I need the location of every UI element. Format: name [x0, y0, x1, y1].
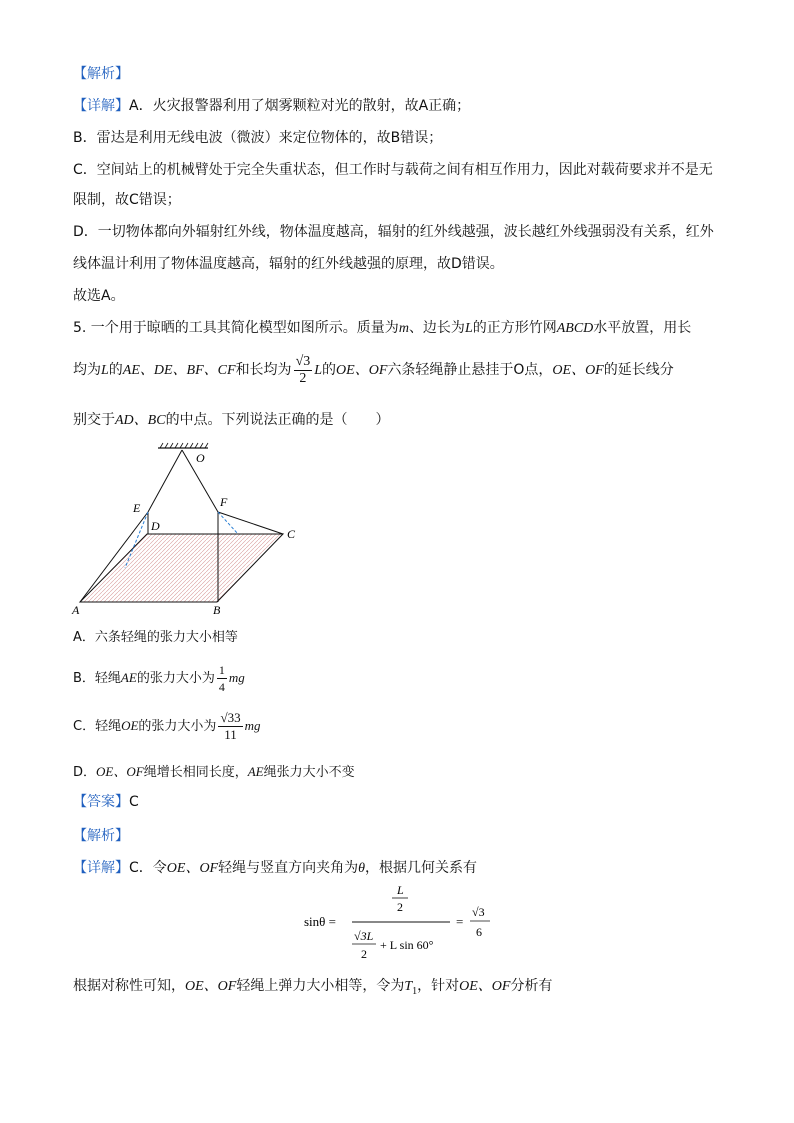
question-5-line-3 — [73, 410, 390, 431]
detail-line-a — [73, 96, 470, 116]
rhs-den: 6 — [476, 925, 482, 939]
answer-value: C — [129, 794, 139, 810]
rhs-num: √3 — [472, 905, 485, 919]
top-den: 2 — [397, 900, 403, 914]
length-symbol: L — [464, 321, 473, 336]
choose-line: 故选A。 — [73, 288, 125, 304]
option-d-explanation-1: D．一切物体都向外辐射红外线，物体温度越高，辐射的红外线越强，波长越红外线强弱没有关系，红外 — [73, 224, 714, 240]
q5-text: 别交于 — [73, 412, 115, 428]
q5-text: 均为 — [73, 362, 101, 378]
detail-line-c: 【详解】C．令OE、OF轻绳与竖直方向夹角为θ，根据几何关系有 — [73, 860, 477, 876]
option-b: B．轻绳AE的张力大小为 $\frac{1}{4}$ mg — [73, 663, 245, 694]
formula-lhs: sinθ = — [304, 914, 336, 929]
answer-tag: 【答案】 — [73, 794, 129, 810]
q5-text: 的正方形竹网 — [472, 320, 557, 336]
option-d-explanation-2: 线体温计利用了物体温度越高，辐射的红外线越强的原理，故D错误。 — [73, 256, 504, 272]
label-a: A — [72, 603, 80, 617]
length-symbol: L — [101, 363, 109, 378]
length-symbol: L — [314, 363, 323, 378]
mass-symbol: m — [398, 321, 409, 336]
q5-text: 六条轻绳静止悬挂于O点， — [387, 362, 553, 378]
rope-names: AE、DE、BF、CF — [122, 363, 236, 378]
square-net — [80, 534, 283, 602]
sqrt33-over-11-fraction: $\frac{√33}{11}$ — [220, 710, 241, 742]
tension-symbol: T — [404, 979, 413, 994]
q5-text: 水平放置，用长 — [593, 320, 692, 336]
bot-num: √3L — [354, 929, 374, 943]
square-label: ABCD — [556, 321, 594, 336]
ceiling-hatch — [160, 443, 208, 448]
hanging-net-figure — [70, 440, 310, 620]
analysis-heading-2: 【解析】 — [73, 828, 129, 844]
label-e: E — [133, 501, 141, 515]
sqrt3-over-2-fraction: $\frac{√3}{2}$ — [295, 353, 311, 386]
q5-text: 和长均为 — [235, 362, 292, 378]
option-a-explanation: A．火灾报警器利用了烟雾颗粒对光的散射，故A正确； — [129, 98, 471, 114]
option-c-explanation-2: 限制，故C错误； — [73, 192, 181, 208]
q5-text: 的中点。下列说法正确的是（ ） — [165, 412, 390, 428]
rope-cf — [218, 512, 283, 534]
answer-line — [73, 792, 139, 812]
symmetry-line: 根据对称性可知，OE、OF轻绳上弹力大小相等，令为$T_1$，针对OE、OF分析有 — [73, 978, 553, 997]
detail-tag: 【详解】 — [73, 98, 129, 114]
analysis-heading: 【解析】 — [73, 66, 129, 82]
question-5-line-2 — [73, 352, 674, 389]
detail-tag: 【详解】 — [73, 860, 129, 876]
label-d: D — [151, 519, 160, 533]
sin-theta-formula — [300, 882, 500, 962]
option-d: D．OE、OF绳增长相同长度，AE绳张力大小不变 — [73, 764, 355, 780]
bot-plus: + L sin 60° — [380, 938, 434, 952]
question-5-line-1 — [73, 318, 691, 339]
theta-symbol: θ — [358, 861, 365, 876]
option-c-explanation-1: C．空间站上的机械臂处于完全失重状态，但工作时与载荷之间有相互作用力，因此对载荷要求并不是无 — [73, 162, 713, 178]
option-c: C．轻绳OE的张力大小为 $\frac{√33}{11}$ mg — [73, 710, 261, 742]
option-b-explanation: B．雷达是利用无线电波（微波）来定位物体的，故B错误； — [73, 130, 443, 146]
label-f: F — [220, 495, 228, 509]
rope-names: OE、OF — [552, 363, 604, 378]
label-o: O — [196, 451, 205, 465]
bot-den: 2 — [361, 947, 367, 961]
q5-text: 的 — [108, 362, 123, 378]
label-c: C — [287, 527, 296, 541]
q5-text: 、边长为 — [408, 320, 465, 336]
side-names: AD、BC — [115, 413, 166, 428]
formula-eq: = — [456, 914, 464, 929]
rope-names: OE、OF — [336, 363, 388, 378]
q5-text: 的延长线分 — [603, 362, 674, 378]
label-b: B — [213, 603, 221, 617]
option-a: A．六条轻绳的张力大小相等 — [73, 630, 238, 645]
q5-text: 5. 一个用于晾晒的工具其简化模型如图所示。质量为 — [73, 320, 399, 336]
rope-oe — [148, 450, 182, 512]
top-num: L — [397, 883, 404, 897]
one-quarter-fraction: $\frac{1}{4}$ — [218, 663, 225, 694]
q5-text: 的 — [322, 362, 337, 378]
